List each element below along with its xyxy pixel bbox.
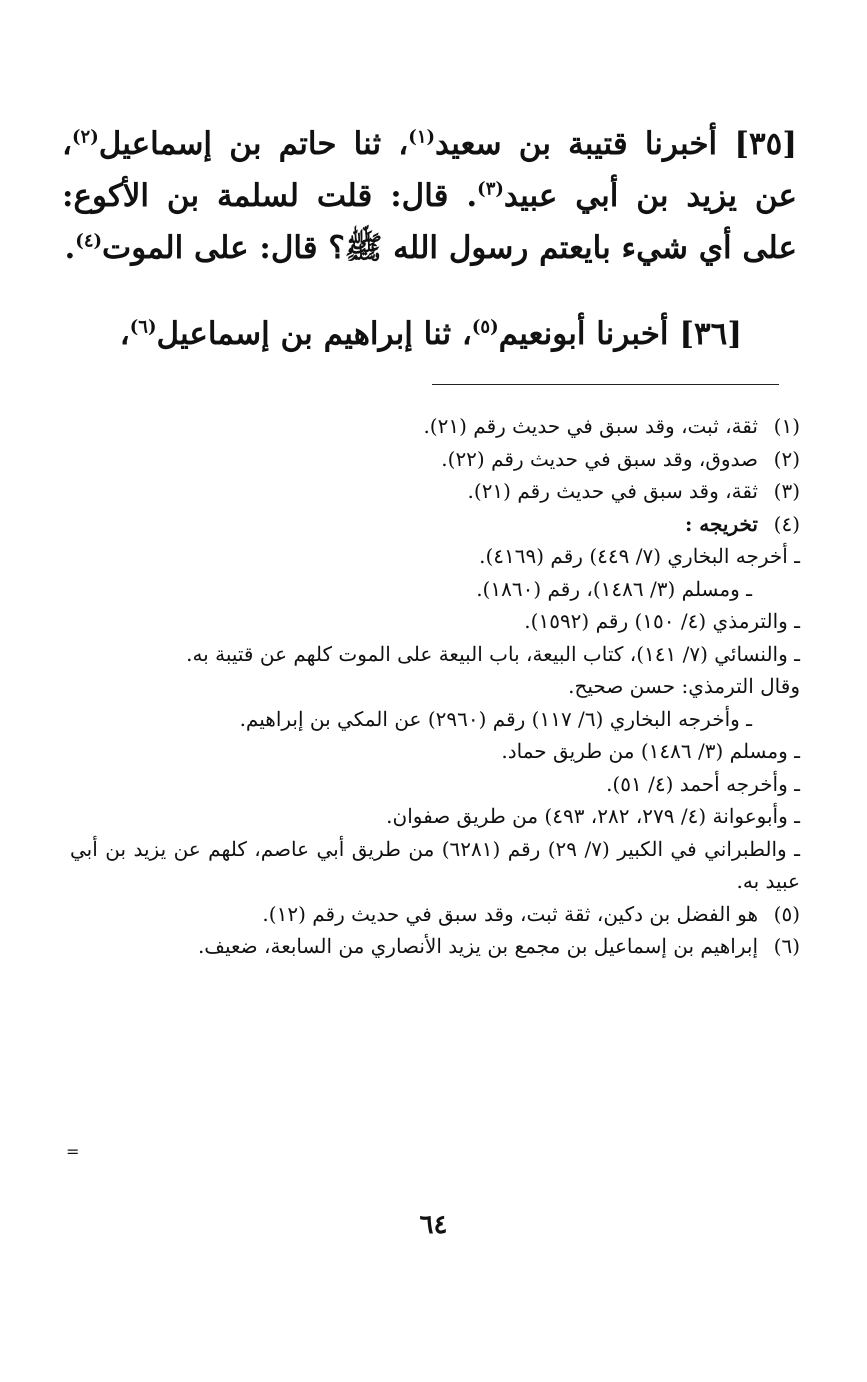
footnote-number: (٦)	[773, 934, 800, 958]
footnote-2	[70, 443, 800, 476]
takhrij-line: ـ أخرجه البخاري (٧/ ٤٤٩) رقم (٤١٦٩).	[479, 544, 800, 568]
hadith-text-part: . قال: قلت لسلمة بن الأكوع: على أي شيء بايعتم رسول الله ﷺ؟ قال: على الموت	[62, 178, 797, 266]
takhrij-line: ـ وأخرجه أحمد (٤/ ٥١).	[606, 771, 800, 796]
takhrij-line: ـ والطبراني في الكبير (٧/ ٢٩) رقم (٦٢٨١) من طريق أبي عاصم، كلهم عن يزيد بن أبي عبيد به.	[70, 836, 800, 893]
takhrij-line: ـ وأبوعوانة (٤/ ٢٧٩، ٢٨٢، ٤٩٣) من طريق صفوان.	[386, 804, 800, 828]
takhrij-line: ـ والنسائي (٧/ ١٤١)، كتاب البيعة، باب البيعة على الموت كلهم عن قتيبة به.	[186, 641, 800, 666]
footnote-3	[70, 475, 800, 508]
hadith-text-part: ، ثنا إبراهيم بن إسماعيل	[156, 316, 472, 352]
footnote-text: ثقة، ثبت، وقد سبق في حديث رقم (٢١).	[423, 414, 758, 438]
footnote-ref[interactable]: (٤)	[75, 230, 103, 252]
hadith-text	[62, 118, 797, 360]
footnote-ref[interactable]: (٥)	[471, 316, 499, 338]
continuation-mark: =	[66, 1142, 80, 1161]
takhrij-line: ـ والترمذي (٤/ ١٥٠) رقم (١٥٩٢).	[524, 609, 800, 633]
footnote-ref[interactable]: (٣)	[477, 178, 504, 200]
takhrij-line: ـ ومسلم (٣/ ١٤٨٦)، رقم (١٨٦٠).	[476, 576, 752, 601]
footnote-ref[interactable]: (١)	[408, 126, 436, 148]
footnote-number: (٣)	[773, 479, 800, 503]
page-number: ٦٤	[419, 1210, 448, 1240]
takhrij-line: ـ وأخرجه البخاري (٦/ ١١٧) رقم (٢٩٦٠) عن المكي بن إبراهيم.	[239, 706, 752, 731]
footnote-number: (١)	[773, 414, 800, 438]
footnote-ref[interactable]: (٢)	[72, 126, 99, 148]
hadith-text-part: أخبرنا أبونعيم	[498, 316, 680, 352]
footnote-text: هو الفضل بن دكين، ثقة ثبت، وقد سبق في حديث رقم (١٢).	[262, 901, 758, 926]
hadith-number: [٣٦]	[679, 316, 742, 352]
footnote-number: (٢)	[773, 446, 800, 471]
footnote-4	[70, 508, 800, 541]
hadith-text-part: ، ثنا حاتم بن إسماعيل	[98, 126, 409, 162]
takhrij-line: وقال الترمذي: حسن صحيح.	[568, 674, 800, 698]
hadith-text-part: ،	[119, 316, 130, 352]
footnote-number: (٥)	[773, 901, 800, 926]
hadith-text-part: أخبرنا قتيبة بن سعيد	[435, 126, 735, 162]
footnote-text: صدوق، وقد سبق في حديث رقم (٢٢).	[441, 446, 758, 471]
hadith-35	[62, 118, 797, 274]
footnote-6	[70, 930, 800, 963]
footnote-text: ثقة، وقد سبق في حديث رقم (٢١).	[467, 479, 758, 503]
footnote-separator	[432, 384, 779, 385]
footnote-1	[70, 410, 800, 443]
footnote-number: (٤)	[773, 511, 800, 536]
footnote-heading: تخريجه :	[684, 511, 758, 536]
footnote-ref[interactable]: (٦)	[129, 316, 157, 338]
hadith-36	[62, 308, 797, 360]
hadith-text-part: .	[64, 230, 76, 266]
footnote-text: إبراهيم بن إسماعيل بن مجمع بن يزيد الأنصاري من السابعة، ضعيف.	[197, 934, 758, 958]
hadith-number: [٣٥]	[734, 126, 798, 162]
footnote-5	[70, 898, 800, 931]
footnotes	[70, 410, 800, 963]
hadith-text-part: ، عن يزيد بن أبي عبيد	[62, 126, 797, 214]
takhrij-line: ـ ومسلم (٣/ ١٤٨٦) من طريق حماد.	[501, 739, 800, 763]
